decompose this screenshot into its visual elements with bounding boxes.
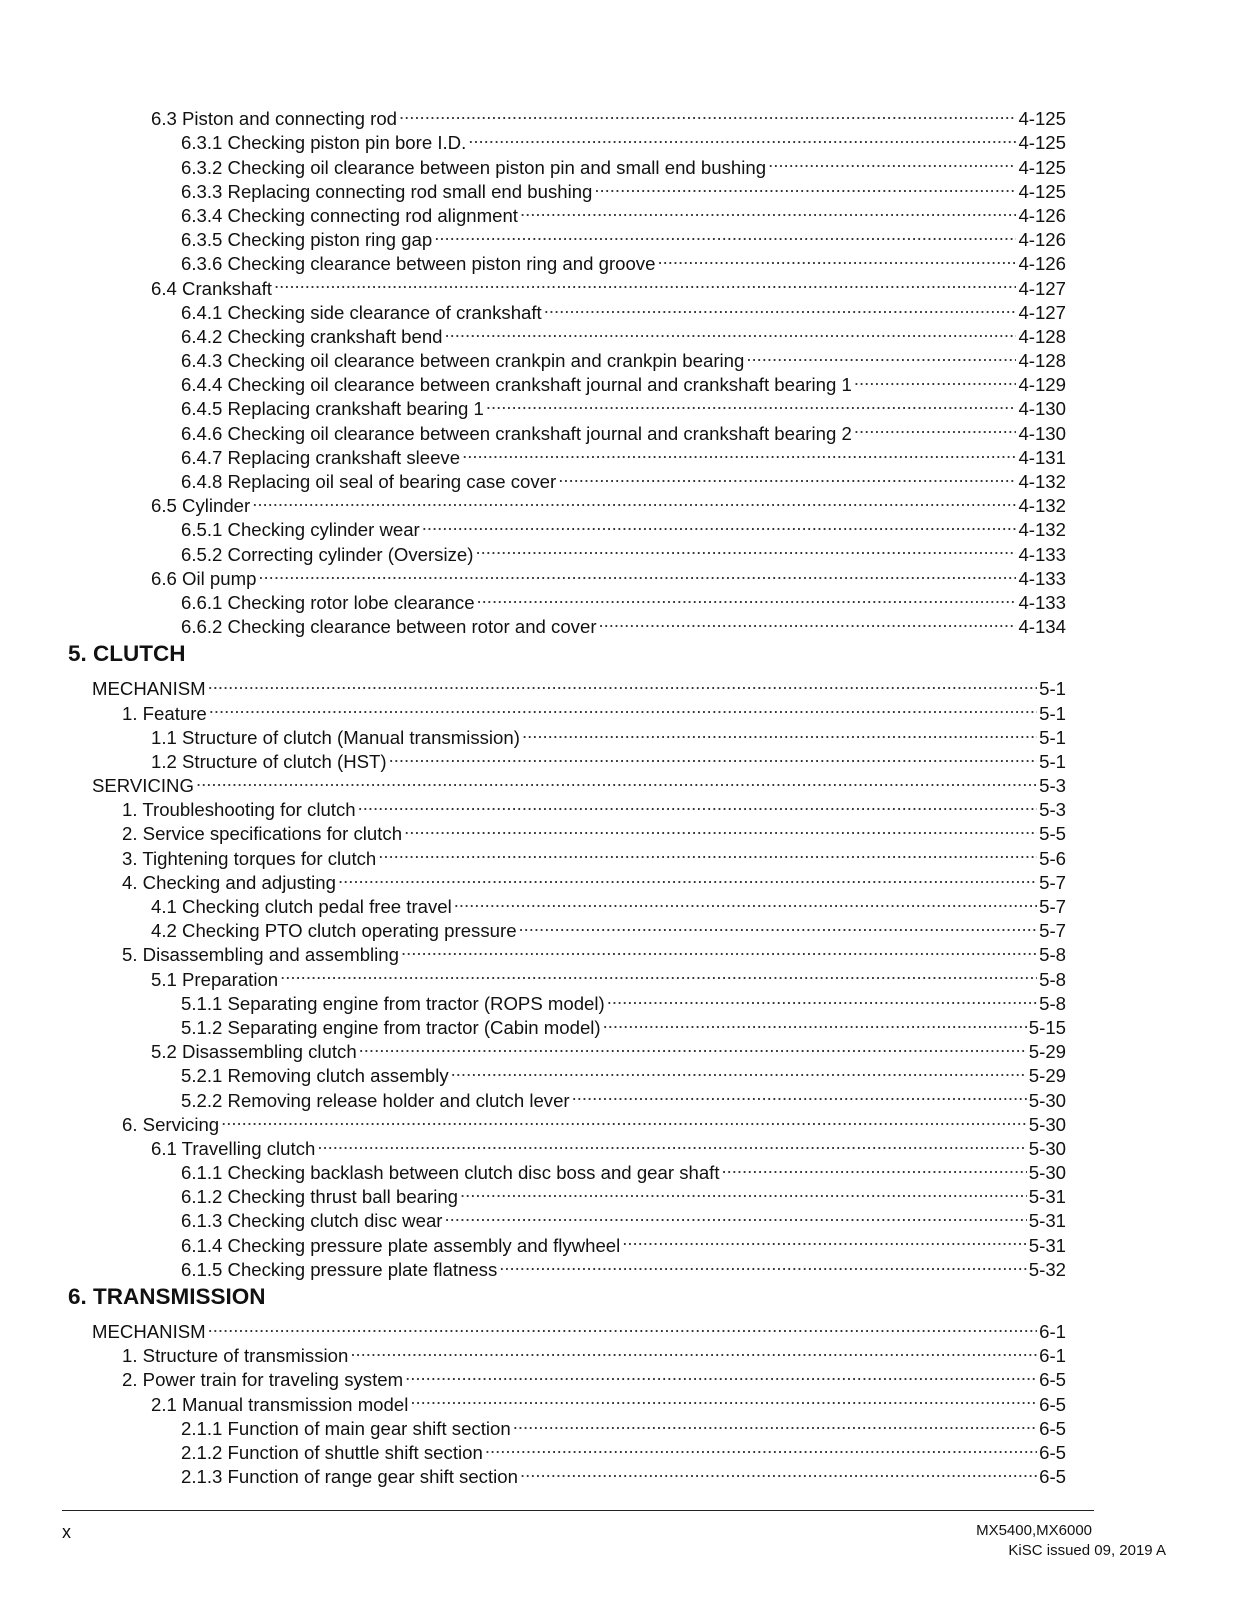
dot-leader — [462, 440, 1016, 464]
toc-entry-title: 2. Power train for traveling system — [122, 1369, 404, 1391]
toc-entry-page: 6-5 — [1039, 1466, 1066, 1488]
toc-entry-page: 4-125 — [1018, 132, 1066, 154]
toc-entry[interactable] — [151, 1131, 1066, 1159]
dot-leader — [594, 174, 1016, 198]
toc-entry-title: 6.6.2 Checking clearance between rotor and cover — [181, 616, 597, 638]
toc-entry-title: 6.1 Travelling clutch — [151, 1137, 316, 1159]
toc-entry-title: 6.4.7 Replacing crankshaft sleeve — [181, 446, 461, 468]
toc-entry[interactable] — [181, 1010, 1066, 1038]
toc-entry-title: 6.3 Piston and connecting rod — [151, 108, 398, 130]
dot-leader — [499, 1252, 1027, 1276]
dot-leader — [768, 149, 1016, 173]
chapter-heading: 5. CLUTCH — [68, 641, 186, 667]
toc-entry-title: 6.3.4 Checking connecting rod alignment — [181, 204, 518, 226]
toc-entry-title: 6.6.1 Checking rotor lobe clearance — [181, 591, 475, 613]
toc-entry-title: 6. Servicing — [122, 1113, 220, 1135]
toc-entry-page: 4-127 — [1018, 277, 1066, 299]
toc-entry-title: 2.1 Manual transmission model — [151, 1393, 409, 1415]
toc-entry[interactable] — [181, 198, 1066, 226]
toc-entry[interactable] — [122, 816, 1066, 845]
toc-entry-page: 4-127 — [1018, 301, 1066, 323]
dot-leader — [208, 1314, 1037, 1338]
dot-leader — [317, 1131, 1026, 1155]
toc-entry-page: 4-128 — [1018, 350, 1066, 372]
toc-entry-page: 5-8 — [1039, 992, 1066, 1014]
toc-entry[interactable] — [151, 270, 1066, 299]
toc-entry-page: 4-126 — [1018, 229, 1066, 251]
dot-leader — [280, 961, 1037, 985]
toc-entry-title: 5.2.1 Removing clutch assembly — [181, 1065, 449, 1087]
toc-entry-page: 4-125 — [1018, 180, 1066, 202]
toc-entry-page: 5-8 — [1039, 968, 1066, 990]
toc-entry-title: 5.1.2 Separating engine from tractor (Cabin model) — [181, 1016, 601, 1038]
dot-leader — [477, 585, 1017, 609]
toc-entry-page: 5-7 — [1039, 920, 1066, 942]
toc-entry-title: SERVICING — [92, 775, 194, 797]
toc-entry-title: 4. Checking and adjusting — [122, 871, 336, 893]
dot-leader — [389, 744, 1038, 768]
dot-leader — [603, 1010, 1027, 1034]
dot-leader — [522, 720, 1037, 744]
toc-entry[interactable] — [92, 1314, 1066, 1342]
toc-entry-page: 5-30 — [1028, 1162, 1066, 1184]
toc-entry-title: 6.1.4 Checking pressure plate assembly and flywheel — [181, 1234, 621, 1256]
toc-entry-title: 4.2 Checking PTO clutch operating pressure — [151, 920, 517, 942]
toc-entry[interactable] — [181, 1082, 1066, 1111]
toc-entry-title: 5.1.1 Separating engine from tractor (ROPS model) — [181, 992, 605, 1014]
dot-leader — [558, 464, 1016, 488]
toc-entry-page: 5-7 — [1039, 871, 1066, 893]
toc-entry-title: 6.3.5 Checking piston ring gap — [181, 229, 433, 251]
dot-leader — [221, 1107, 1027, 1131]
toc-entry-title: 6.4.2 Checking crankshaft bend — [181, 325, 443, 347]
toc-entry[interactable] — [181, 125, 1066, 154]
toc-entry[interactable] — [181, 391, 1066, 420]
dot-leader — [258, 561, 1016, 585]
toc-entry-title: 1. Feature — [122, 702, 207, 724]
toc-entry-title: 6.1.3 Checking clutch disc wear — [181, 1210, 443, 1232]
toc-entry[interactable] — [122, 1338, 1066, 1367]
dot-leader — [404, 816, 1037, 840]
dot-leader — [209, 695, 1037, 719]
toc-entry[interactable] — [151, 961, 1066, 990]
toc-entry-title: 2. Service specifications for clutch — [122, 823, 403, 845]
toc-entry-page: 4-132 — [1018, 495, 1066, 517]
dot-leader — [460, 1179, 1027, 1203]
dot-leader — [454, 889, 1037, 913]
toc-entry-page: 4-130 — [1018, 422, 1066, 444]
toc-entry[interactable] — [181, 174, 1066, 202]
toc-entry[interactable] — [181, 1411, 1066, 1439]
toc-entry[interactable] — [181, 536, 1066, 565]
dot-leader — [475, 536, 1016, 560]
toc-entry[interactable] — [181, 295, 1066, 323]
dot-leader — [520, 198, 1016, 222]
toc-entry-page: 4-128 — [1018, 325, 1066, 347]
toc-entry-page: 5-1 — [1039, 678, 1066, 700]
dot-leader — [208, 671, 1037, 695]
toc-entry-page: 5-29 — [1028, 1065, 1066, 1087]
toc-entry[interactable] — [122, 695, 1066, 724]
dot-leader — [358, 792, 1038, 816]
dot-leader — [444, 1203, 1026, 1227]
toc-entry-page: 4-133 — [1018, 567, 1066, 589]
toc-entry-page: 5-3 — [1039, 775, 1066, 797]
toc-entry-title: 6.4.8 Replacing oil seal of bearing case cover — [181, 471, 557, 492]
toc-entry[interactable] — [181, 319, 1066, 347]
dot-leader — [722, 1155, 1027, 1179]
toc-entry[interactable] — [181, 1203, 1066, 1232]
dot-leader — [252, 488, 1016, 512]
toc-entry-title: 1. Structure of transmission — [122, 1345, 349, 1367]
toc-entry[interactable] — [151, 1386, 1066, 1415]
toc-entry-page: 5-30 — [1028, 1137, 1066, 1159]
toc-entry[interactable] — [181, 1155, 1066, 1184]
toc-entry-page: 6-5 — [1039, 1369, 1066, 1391]
dot-leader — [468, 125, 1016, 149]
toc-entry-page: 4-126 — [1018, 204, 1066, 226]
dot-leader — [196, 768, 1037, 792]
toc-entry-title: 6.5.2 Correcting cylinder (Oversize) — [181, 543, 474, 565]
toc-entry-title: 6.5.1 Checking cylinder wear — [181, 519, 420, 541]
dot-leader — [451, 1058, 1027, 1082]
toc-entry-page: 4-132 — [1018, 471, 1066, 492]
dot-leader — [746, 343, 1016, 367]
toc-entry-title: 1.1 Structure of clutch (Manual transmission) — [151, 726, 520, 748]
dot-leader — [854, 367, 1017, 391]
toc-entry-title: 6.4.6 Checking oil clearance between crankshaft journal and crankshaft bearing 2 — [181, 422, 852, 444]
dot-leader — [854, 415, 1017, 439]
dot-leader — [378, 840, 1037, 864]
dot-leader — [399, 101, 1016, 125]
dot-leader — [519, 913, 1038, 937]
footer-model: MX5400,MX6000 — [976, 1522, 1092, 1539]
toc-entry-title: 2.1.2 Function of shuttle shift section — [181, 1441, 483, 1463]
toc-entry[interactable] — [122, 937, 1066, 966]
dot-leader — [434, 222, 1016, 246]
toc-entry-page: 5-32 — [1028, 1258, 1066, 1280]
table-of-contents — [0, 101, 1236, 1488]
toc-entry[interactable] — [181, 246, 1066, 275]
dot-leader — [422, 512, 1017, 536]
toc-entry-title: 3. Tightening torques for clutch — [122, 847, 377, 869]
toc-entry-page: 5-30 — [1028, 1089, 1066, 1111]
toc-entry-page: 4-125 — [1018, 156, 1066, 178]
dot-leader — [445, 319, 1017, 343]
toc-entry-title: 6.3.1 Checking piston pin bore I.D. — [181, 132, 467, 154]
toc-entry-page: 5-15 — [1028, 1016, 1066, 1038]
toc-entry-page: 4-126 — [1018, 253, 1066, 275]
toc-entry[interactable] — [181, 1252, 1066, 1280]
toc-entry-title: 2.1.1 Function of main gear shift section — [181, 1417, 511, 1439]
toc-entry[interactable] — [181, 1227, 1066, 1256]
toc-entry[interactable] — [181, 1435, 1066, 1463]
dot-leader — [401, 937, 1037, 961]
toc-entry-page: 5-1 — [1039, 750, 1066, 772]
toc-entry-title: 1. Troubleshooting for clutch — [122, 799, 356, 821]
toc-entry-title: 6.3.2 Checking oil clearance between piston pin and small end bushing — [181, 156, 767, 178]
toc-entry-title: 6.4.3 Checking oil clearance between crankpin and crankpin bearing — [181, 350, 745, 372]
toc-entry-page: 5-1 — [1039, 726, 1066, 748]
toc-entry-title: 5.2 Disassembling clutch — [151, 1041, 357, 1063]
toc-entry[interactable] — [181, 609, 1066, 638]
toc-entry-page: 6-5 — [1039, 1417, 1066, 1439]
dot-leader — [405, 1362, 1037, 1386]
toc-entry[interactable] — [181, 512, 1066, 541]
toc-entry[interactable] — [151, 720, 1066, 748]
toc-entry-title: MECHANISM — [92, 678, 206, 700]
toc-entry-page: 4-125 — [1018, 108, 1066, 130]
toc-entry-title: MECHANISM — [92, 1321, 206, 1342]
toc-entry[interactable] — [181, 149, 1066, 178]
toc-entry-title: 6.4.4 Checking oil clearance between crankshaft journal and crankshaft bearing 1 — [181, 374, 852, 396]
toc-entry-title: 6.6 Oil pump — [151, 567, 257, 589]
toc-entry[interactable] — [92, 671, 1066, 700]
toc-entry-page: 5-30 — [1028, 1113, 1066, 1135]
toc-entry-page: 5-31 — [1028, 1186, 1066, 1208]
dot-leader — [622, 1227, 1027, 1251]
toc-entry-title: 6.4.5 Replacing crankshaft bearing 1 — [181, 398, 484, 420]
toc-entry[interactable] — [122, 1107, 1066, 1135]
toc-entry[interactable] — [151, 744, 1066, 772]
toc-entry[interactable] — [122, 1362, 1066, 1391]
toc-entry-page: 5-7 — [1039, 896, 1066, 917]
toc-entry-title: 5.2.2 Removing release holder and clutch lever — [181, 1089, 570, 1111]
toc-entry[interactable] — [181, 585, 1066, 613]
toc-entry-title: 6.1.2 Checking thrust ball bearing — [181, 1186, 459, 1208]
toc-entry[interactable] — [181, 1058, 1066, 1087]
toc-entry-title: 1.2 Structure of clutch (HST) — [151, 750, 387, 772]
toc-entry-page: 5-1 — [1039, 702, 1066, 724]
toc-entry[interactable] — [181, 367, 1066, 396]
toc-entry-page: 4-129 — [1018, 374, 1066, 396]
toc-entry[interactable] — [122, 865, 1066, 893]
chapter-heading: 6. TRANSMISSION — [68, 1283, 266, 1309]
toc-entry-page: 5-5 — [1039, 823, 1066, 845]
toc-entry[interactable] — [181, 415, 1066, 444]
dot-leader — [607, 986, 1037, 1010]
dot-leader — [486, 391, 1017, 415]
toc-entry[interactable] — [181, 1459, 1066, 1488]
toc-entry-page: 6-1 — [1039, 1321, 1066, 1342]
toc-entry-page: 5-31 — [1028, 1210, 1066, 1232]
toc-entry[interactable] — [122, 792, 1066, 821]
dot-leader — [350, 1338, 1037, 1362]
toc-entry-title: 6.1.5 Checking pressure plate flatness — [181, 1258, 498, 1280]
toc-entry-page: 4-130 — [1018, 398, 1066, 420]
toc-entry-title: 6.5 Cylinder — [151, 495, 251, 517]
toc-entry-page: 6-5 — [1039, 1393, 1066, 1415]
toc-entry-title: 6.3.3 Replacing connecting rod small end bushing — [181, 180, 593, 202]
toc-entry[interactable] — [151, 889, 1066, 917]
toc-entry[interactable] — [181, 222, 1066, 251]
dot-leader — [544, 295, 1017, 319]
toc-entry[interactable] — [181, 1179, 1066, 1208]
dot-leader — [359, 1034, 1027, 1058]
toc-entry-page: 4-134 — [1018, 616, 1066, 638]
toc-entry-page: 4-133 — [1018, 591, 1066, 613]
toc-entry-page: 4-132 — [1018, 519, 1066, 541]
toc-entry-page: 6-5 — [1039, 1441, 1066, 1463]
dot-leader — [599, 609, 1017, 633]
toc-entry[interactable] — [151, 561, 1066, 589]
toc-entry-title: 6.3.6 Checking clearance between piston ring and groove — [181, 253, 656, 275]
toc-entry[interactable] — [181, 986, 1066, 1014]
toc-entry-page: 5-29 — [1028, 1041, 1066, 1063]
dot-leader — [513, 1411, 1037, 1435]
toc-entry-page: 4-131 — [1018, 446, 1066, 468]
dot-leader — [338, 865, 1037, 889]
dot-leader — [274, 270, 1017, 294]
toc-entry-page: 5-31 — [1028, 1234, 1066, 1256]
toc-entry[interactable] — [151, 488, 1066, 517]
toc-entry[interactable] — [122, 840, 1066, 869]
toc-entry-title: 5.1 Preparation — [151, 968, 279, 990]
toc-entry-page: 4-133 — [1018, 543, 1066, 565]
dot-leader — [657, 246, 1016, 270]
dot-leader — [572, 1082, 1027, 1106]
toc-entry-title: 4.1 Checking clutch pedal free travel — [151, 896, 452, 917]
footer-rule — [62, 1510, 1094, 1511]
toc-entry-title: 5. Disassembling and assembling — [122, 944, 399, 966]
toc-entry-title: 6.4.1 Checking side clearance of crankshaft — [181, 301, 542, 323]
toc-entry-title: 2.1.3 Function of range gear shift section — [181, 1466, 518, 1488]
toc-entry-title: 6.4 Crankshaft — [151, 277, 272, 299]
toc-entry-title: 6.1.1 Checking backlash between clutch disc boss and gear shaft — [181, 1162, 720, 1184]
dot-leader — [485, 1435, 1037, 1459]
toc-entry[interactable] — [151, 101, 1066, 130]
toc-entry[interactable] — [151, 913, 1066, 942]
toc-entry[interactable] — [181, 440, 1066, 468]
page-number: x — [62, 1522, 71, 1542]
footer-issued: KiSC issued 09, 2019 A — [1008, 1542, 1166, 1559]
dot-leader — [410, 1386, 1037, 1410]
toc-entry-page: 6-1 — [1039, 1345, 1066, 1367]
toc-entry-page: 5-8 — [1039, 944, 1066, 966]
toc-entry[interactable] — [151, 1034, 1066, 1063]
dot-leader — [520, 1459, 1037, 1483]
toc-entry-page: 5-6 — [1039, 847, 1066, 869]
toc-entry[interactable] — [181, 343, 1066, 372]
toc-entry[interactable] — [181, 464, 1066, 492]
toc-entry-page: 5-3 — [1039, 799, 1066, 821]
toc-entry[interactable] — [92, 768, 1066, 797]
